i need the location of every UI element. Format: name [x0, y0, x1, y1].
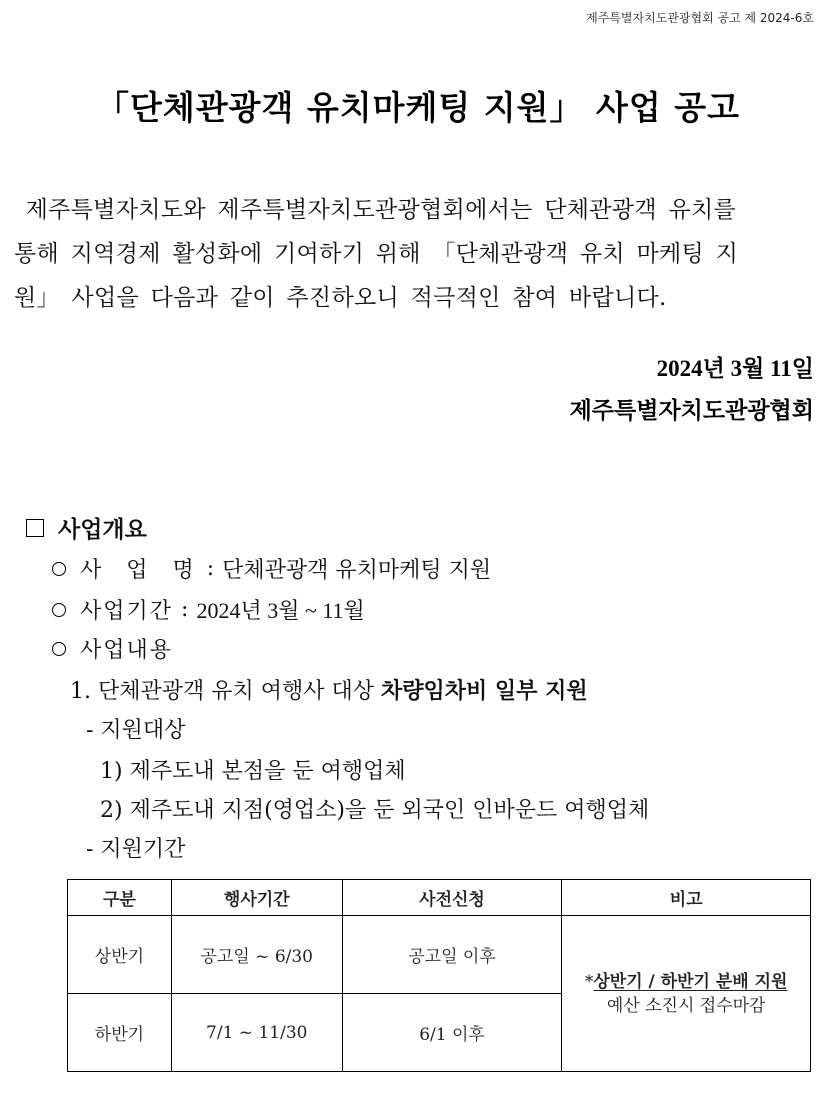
header-category: 구분: [68, 880, 172, 916]
header-pre-application: 사전신청: [342, 880, 562, 916]
table-row: [68, 916, 811, 994]
table-header-row: [68, 880, 811, 916]
remarks-emphasis: *상반기 / 하반기 분배 지원: [584, 971, 788, 992]
intro-line: 제주특별자치도와 제주특별자치도관광협회에서는 단체관광객 유치를: [25, 197, 736, 223]
cell-event-period: 7/1 ~ 11/30: [171, 994, 342, 1072]
item-separator: :: [206, 556, 215, 581]
remarks-detail: 예산 소진시 접수마감: [606, 995, 766, 1016]
header-remarks: 비고: [562, 880, 811, 916]
page-title: 「단체관광객 유치마케팅 지원」 사업 공고: [95, 88, 740, 127]
organization-name: 제주특별자치도관광협회: [569, 397, 814, 424]
square-bullet-icon: [26, 519, 44, 537]
overview-item-period: [52, 594, 365, 625]
cell-pre-application: 6/1 이후: [342, 994, 562, 1072]
target-item: 2) 제주도내 지점(영업소)을 둔 외국인 인바운드 여행업체: [100, 798, 650, 823]
circle-bullet-icon: [52, 642, 66, 656]
overview-item-name: [52, 553, 491, 584]
support-period-table: [67, 879, 811, 1072]
section-title: 사업개요: [58, 516, 147, 543]
header-event-period: 행사기간: [171, 880, 342, 916]
target-heading: - 지원대상: [86, 718, 186, 743]
intro-line: 원」 사업을 다음과 같이 추진하오니 적극적인 참여 바랍니다.: [14, 285, 667, 311]
content-item-1: 1. 단체관광객 유치 여행사 대상 차량임차비 일부 지원: [70, 678, 588, 704]
cell-category: 하반기: [68, 994, 172, 1072]
cell-pre-application: 공고일 이후: [342, 916, 562, 994]
item-label: 사업내용: [80, 638, 174, 663]
item-label: 사 업 명: [80, 558, 203, 583]
intro-paragraph: [14, 188, 816, 320]
cell-remarks: [562, 916, 811, 1072]
announcement-date: 2024년 3월 11일: [656, 356, 814, 381]
item-label: 사업기간: [80, 599, 174, 624]
circle-bullet-icon: [52, 562, 66, 576]
cell-category: 상반기: [68, 916, 172, 994]
item-value: 2024년 3월 ~ 11월: [196, 598, 365, 623]
highlight-text: 차량임차비 일부 지원: [380, 678, 588, 704]
overview-item-content: [52, 633, 173, 664]
cell-event-period: 공고일 ~ 6/30: [171, 916, 342, 994]
document-number: 제주특별자치도관광협회 공고 제 2024-6호: [586, 11, 814, 25]
period-heading: - 지원기간: [86, 837, 186, 862]
item-separator: :: [181, 597, 189, 622]
item-value: 단체관광객 유치마케팅 지원: [222, 558, 492, 583]
section-heading: [26, 511, 147, 544]
circle-bullet-icon: [52, 603, 66, 617]
intro-line: 통해 지역경제 활성화에 기여하기 위해 「단체관광객 유치 마케팅 지: [14, 241, 739, 267]
target-item: 1) 제주도내 본점을 둔 여행업체: [100, 759, 406, 784]
